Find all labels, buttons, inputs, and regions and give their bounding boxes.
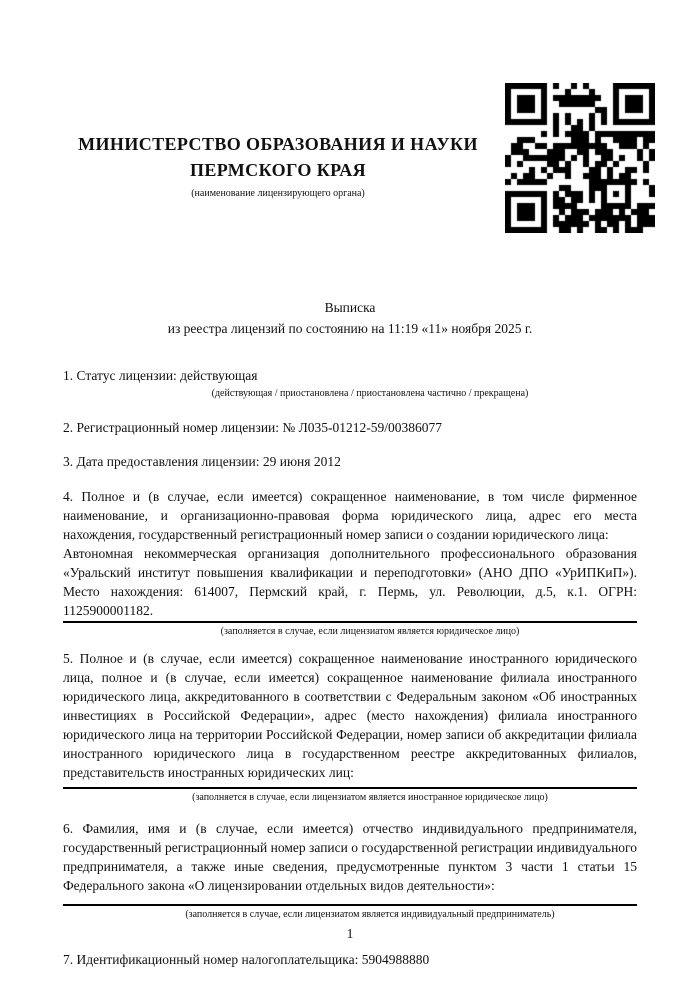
item-1-license-status: 1. Статус лицензии: действующая	[63, 368, 258, 383]
licensing-authority-header	[68, 131, 488, 200]
item-5-caption: (заполняется в случае, если лицензиатом является иностранное юридическое лицо)	[192, 792, 548, 803]
item-6-fill-in-line	[63, 895, 637, 906]
item-4-legal-entity-label: 4. Полное и (в случае, если имеется) сокращенное наименование, в том числе фирменное наименование, и организационно-правовая форма юридического лица, адрес его места нахождения, государственный регистрационный номер записи о создании юридического лица:	[63, 489, 637, 542]
ministry-name-caption: (наименование лицензирующего органа)	[191, 188, 365, 199]
document-body	[63, 366, 637, 969]
item-6-entrepreneur-label: 6. Фамилия, имя и (в случае, если имеется) отчество индивидуального предпринимателя, государственный регистрационный номер записи о государственной регистрации индивидуального предпринимателя, а также иные сведения, предусмотренные пунктом 3 части 1 статьи 15 Федерального закона «О лицензировании отдельных видов деятельности»:	[63, 821, 637, 893]
item-3-license-date: 3. Дата предоставления лицензии: 29 июня 2012	[63, 454, 341, 469]
item-1-caption: (действующая / приостановлена / приостановлена частично / прекращена)	[211, 388, 529, 399]
document-title-line1: Выписка	[324, 300, 376, 315]
ministry-name-line1: МИНИСТЕРСТВО ОБРАЗОВАНИЯ И НАУКИ	[78, 134, 478, 154]
item-5-foreign-entity-label: 5. Полное и (в случае, если имеется) сокращенное наименование иностранного юридического лица, полное и (в случае, если имеется) сокращенное наименование филиала иностранного юридического лица, аккредитованного в соответствии с Федеральным законом «Об иностранных инвестициях в Российской Федерации», адрес (место нахождения) филиала иностранного юридического лица на территории Российской Федерации, номер записи об аккредитации филиала иностранного юридического лица в государственном реестре аккредитованных филиалов, представительств иностранных юридических лиц:	[63, 651, 637, 780]
item-5-fill-in-line	[63, 782, 637, 789]
item-4-caption: (заполняется в случае, если лицензиатом является юридическое лицо)	[220, 626, 520, 637]
page-number: 1	[346, 926, 354, 941]
ministry-name-line2: ПЕРМСКОГО КРАЯ	[189, 160, 367, 180]
document-title	[63, 297, 637, 339]
item-4-legal-entity-value: Автономная некоммерческая организация дополнительного профессионального образования «Уральский институт повышения квалификации и переподготовки» (АНО ДПО «УрИПКиП»). Место нахождения: 614007, Пермский край, г. Пермь, ул. Революции, д.5, к.1. ОГРН: 1125900001182.	[63, 544, 637, 623]
qr-code-icon	[505, 83, 655, 233]
qr-code-container	[505, 83, 655, 233]
item-6-caption: (заполняется в случае, если лицензиатом является индивидуальный предприниматель)	[185, 909, 555, 920]
document-title-line2: из реестра лицензий по состоянию на 11:19 «11» ноября 2025 г.	[167, 321, 533, 336]
item-7-taxpayer-number: 7. Идентификационный номер налогоплательщика: 5904988880	[63, 952, 430, 967]
item-2-registration-number: 2. Регистрационный номер лицензии: № Л035-01212-59/00386077	[63, 420, 443, 435]
